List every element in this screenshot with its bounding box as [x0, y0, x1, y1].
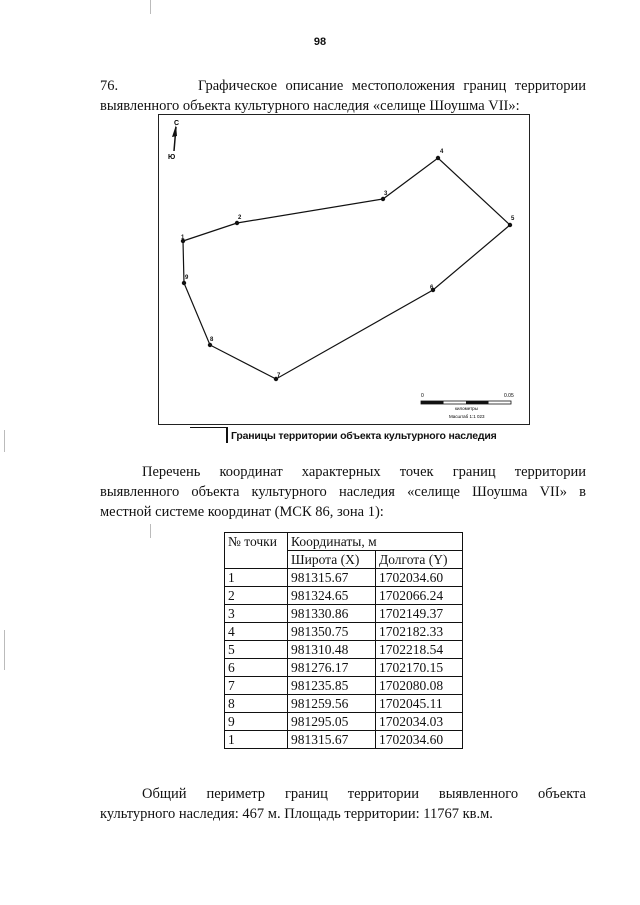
cell-x: 981276.17	[288, 659, 376, 677]
legend-tick-symbol	[226, 427, 228, 443]
boundary-map	[158, 114, 530, 425]
table-row	[225, 677, 463, 695]
coordinates-intro	[100, 462, 586, 522]
cell-y: 1702218.54	[376, 641, 463, 659]
cell-y: 1702149.37	[376, 605, 463, 623]
boundary-map-svg	[159, 115, 529, 424]
vertex-2	[235, 221, 239, 225]
table-row	[225, 695, 463, 713]
cell-point: 6	[225, 659, 288, 677]
vertex-9	[182, 281, 186, 285]
cell-y: 1702080.08	[376, 677, 463, 695]
cell-y: 1702182.33	[376, 623, 463, 641]
summary-line-2: культурного наследия: 467 м. Площадь территории: 11767 кв.м.	[100, 806, 493, 822]
vertex-label: 1	[181, 235, 185, 241]
vertex-label: 3	[384, 191, 388, 197]
table-row	[225, 713, 463, 731]
cell-x: 981235.85	[288, 677, 376, 695]
cell-point: 3	[225, 605, 288, 623]
table-row	[225, 569, 463, 587]
cell-x: 981350.75	[288, 623, 376, 641]
header-lon: Долгота (Y)	[376, 551, 463, 569]
cell-y: 1702034.60	[376, 569, 463, 587]
table-row	[225, 659, 463, 677]
vertex-3	[381, 197, 385, 201]
intro-line-3: местной системе координат (МСК 86, зона 1):	[100, 504, 384, 520]
scan-artifact	[4, 630, 5, 670]
north-arrow-icon	[168, 120, 179, 161]
cell-point: 7	[225, 677, 288, 695]
cell-point: 2	[225, 587, 288, 605]
legend-label: Границы территории объекта культурного наследия	[231, 430, 497, 442]
scan-artifact	[4, 430, 5, 452]
vertex-label: 4	[440, 149, 444, 155]
vertex-8	[208, 343, 212, 347]
scan-artifact	[150, 524, 151, 538]
cell-x: 981259.56	[288, 695, 376, 713]
header-lat: Широта (X)	[288, 551, 376, 569]
scale-units: километры	[455, 406, 478, 411]
scale-bar	[421, 393, 514, 419]
header-point: № точки	[225, 533, 288, 569]
vertex-5	[508, 223, 512, 227]
cell-y: 1702034.60	[376, 731, 463, 749]
cell-point: 9	[225, 713, 288, 731]
north-label: С	[174, 120, 180, 127]
cell-point: 1	[225, 569, 288, 587]
cell-y: 1702066.24	[376, 587, 463, 605]
heading-line-1: 76. Графическое описание местоположения границ территории	[100, 78, 586, 94]
boundary-polygon	[183, 158, 510, 379]
section-heading	[100, 76, 586, 116]
table-row	[225, 623, 463, 641]
page-number: 98	[313, 36, 327, 48]
cell-x: 981315.67	[288, 569, 376, 587]
vertex-label: 8	[210, 337, 214, 343]
vertex-label: 6	[430, 285, 434, 291]
cell-y: 1702034.03	[376, 713, 463, 731]
intro-line-1: Перечень координат характерных точек границ территории	[142, 464, 586, 480]
table-row	[225, 605, 463, 623]
cell-point: 8	[225, 695, 288, 713]
table-header-row	[225, 533, 463, 551]
table-row	[225, 587, 463, 605]
south-label: Ю	[168, 154, 176, 161]
legend-line-symbol	[190, 427, 226, 428]
vertex-label: 7	[277, 373, 281, 379]
cell-point: 1	[225, 731, 288, 749]
scale-ratio: Масштаб 1:1 023	[449, 414, 485, 419]
summary-line-1: Общий периметр границ территории выявленного объекта	[142, 786, 586, 802]
vertex-label: 9	[185, 275, 189, 281]
vertex-label: 2	[238, 215, 242, 221]
scale-end-label: 0.05	[504, 393, 514, 399]
summary-paragraph	[100, 784, 586, 824]
cell-point: 4	[225, 623, 288, 641]
table-row	[225, 641, 463, 659]
cell-x: 981315.67	[288, 731, 376, 749]
table-row	[225, 731, 463, 749]
heading-line-2: выявленного объекта культурного наследия «селище Шоушма VII»:	[100, 98, 520, 114]
cell-y: 1702045.11	[376, 695, 463, 713]
coordinates-table	[224, 532, 463, 749]
scan-artifact	[150, 0, 151, 14]
vertex-label: 5	[511, 216, 515, 222]
cell-x: 981324.65	[288, 587, 376, 605]
section-index: 76.	[100, 78, 119, 94]
cell-x: 981310.48	[288, 641, 376, 659]
cell-point: 5	[225, 641, 288, 659]
vertex-4	[436, 156, 440, 160]
cell-x: 981295.05	[288, 713, 376, 731]
scale-start-label: 0	[421, 393, 424, 399]
header-coords: Координаты, м	[288, 533, 463, 551]
cell-x: 981330.86	[288, 605, 376, 623]
intro-line-2: выявленного объекта культурного наследия «селище Шоушма VII» в	[100, 484, 586, 500]
boundary-vertices	[181, 156, 512, 381]
cell-y: 1702170.15	[376, 659, 463, 677]
